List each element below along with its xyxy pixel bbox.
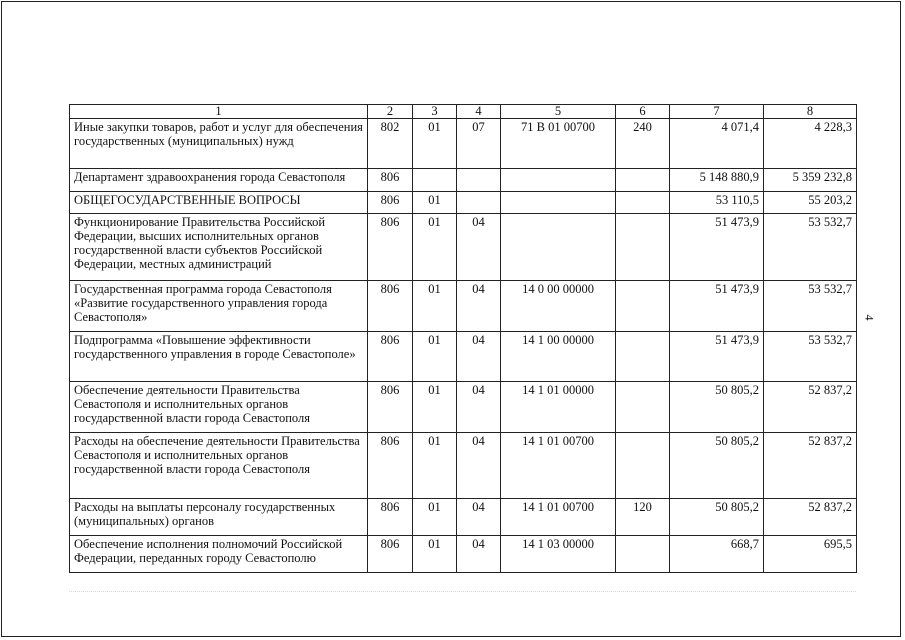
cell-subsection: 04 <box>457 332 501 382</box>
cell-amount-2: 53 532,7 <box>764 214 857 281</box>
table-row <box>70 433 857 499</box>
cell-section: 01 <box>413 433 457 499</box>
cell-expense-type <box>616 192 670 214</box>
scan-artifact-line <box>69 591 856 594</box>
table-row <box>70 192 857 214</box>
row-name: Подпрограмма «Повышение эффективности государственного управления в городе Севастополе» <box>70 332 368 382</box>
cell-expense-type <box>616 433 670 499</box>
header-cell: 1 <box>70 105 368 119</box>
cell-target-article: 14 1 01 00700 <box>501 499 616 536</box>
cell-target-article <box>501 214 616 281</box>
cell-amount-1: 51 473,9 <box>670 281 764 332</box>
row-name: Иные закупки товаров, работ и услуг для обеспечения государственных (муниципальных) нужд <box>70 119 368 169</box>
cell-amount-1: 51 473,9 <box>670 214 764 281</box>
table-row <box>70 214 857 281</box>
table-row <box>70 536 857 573</box>
cell-section: 01 <box>413 499 457 536</box>
cell-amount-1: 50 805,2 <box>670 433 764 499</box>
table-row <box>70 169 857 192</box>
cell-ministry: 802 <box>368 119 413 169</box>
cell-subsection <box>457 169 501 192</box>
cell-section: 01 <box>413 536 457 573</box>
cell-ministry: 806 <box>368 214 413 281</box>
cell-ministry: 806 <box>368 499 413 536</box>
cell-section: 01 <box>413 332 457 382</box>
cell-subsection <box>457 192 501 214</box>
cell-expense-type <box>616 281 670 332</box>
row-name: Расходы на выплаты персоналу государственных (муниципальных) органов <box>70 499 368 536</box>
cell-amount-2: 4 228,3 <box>764 119 857 169</box>
table-row <box>70 281 857 332</box>
cell-subsection: 04 <box>457 382 501 433</box>
cell-expense-type <box>616 332 670 382</box>
cell-target-article: 14 1 01 00700 <box>501 433 616 499</box>
row-name: Обеспечение деятельности Правительства Севастополя и исполнительных органов государственной власти города Севастополя <box>70 382 368 433</box>
cell-target-article: 71 В 01 00700 <box>501 119 616 169</box>
table-row <box>70 119 857 169</box>
cell-expense-type <box>616 382 670 433</box>
cell-amount-2: 52 837,2 <box>764 433 857 499</box>
cell-ministry: 806 <box>368 382 413 433</box>
table-header-row <box>70 105 857 119</box>
cell-amount-1: 51 473,9 <box>670 332 764 382</box>
cell-target-article: 14 1 03 00000 <box>501 536 616 573</box>
cell-ministry: 806 <box>368 192 413 214</box>
cell-expense-type <box>616 169 670 192</box>
cell-target-article: 14 0 00 00000 <box>501 281 616 332</box>
row-name: Департамент здравоохранения города Севастополя <box>70 169 368 192</box>
cell-subsection: 04 <box>457 433 501 499</box>
cell-amount-2: 53 532,7 <box>764 281 857 332</box>
header-cell: 4 <box>457 105 501 119</box>
table-row <box>70 382 857 433</box>
header-cell: 5 <box>501 105 616 119</box>
header-cell: 2 <box>368 105 413 119</box>
cell-section: 01 <box>413 382 457 433</box>
table-row <box>70 332 857 382</box>
cell-section: 01 <box>413 214 457 281</box>
cell-ministry: 806 <box>368 281 413 332</box>
row-name: Государственная программа города Севастополя «Развитие государственного управления города Севастополя» <box>70 281 368 332</box>
cell-target-article: 14 1 00 00000 <box>501 332 616 382</box>
cell-section: 01 <box>413 119 457 169</box>
row-name: ОБЩЕГОСУДАРСТВЕННЫЕ ВОПРОСЫ <box>70 192 368 214</box>
cell-ministry: 806 <box>368 332 413 382</box>
row-name: Обеспечение исполнения полномочий Российской Федерации, переданных городу Севастополю <box>70 536 368 573</box>
cell-amount-1: 53 110,5 <box>670 192 764 214</box>
cell-amount-1: 50 805,2 <box>670 499 764 536</box>
cell-subsection: 04 <box>457 214 501 281</box>
cell-ministry: 806 <box>368 433 413 499</box>
cell-amount-2: 5 359 232,8 <box>764 169 857 192</box>
row-name: Функционирование Правительства Российской Федерации, высших исполнительных органов государственной власти субъектов Российской Федерации, местных администраций <box>70 214 368 281</box>
cell-amount-2: 55 203,2 <box>764 192 857 214</box>
cell-ministry: 806 <box>368 536 413 573</box>
cell-amount-2: 52 837,2 <box>764 382 857 433</box>
cell-subsection: 04 <box>457 499 501 536</box>
cell-amount-1: 5 148 880,9 <box>670 169 764 192</box>
cell-amount-2: 695,5 <box>764 536 857 573</box>
cell-section: 01 <box>413 192 457 214</box>
cell-amount-2: 52 837,2 <box>764 499 857 536</box>
cell-expense-type <box>616 214 670 281</box>
cell-amount-2: 53 532,7 <box>764 332 857 382</box>
cell-section <box>413 169 457 192</box>
header-cell: 3 <box>413 105 457 119</box>
cell-target-article <box>501 192 616 214</box>
cell-section: 01 <box>413 281 457 332</box>
cell-amount-1: 4 071,4 <box>670 119 764 169</box>
cell-subsection: 07 <box>457 119 501 169</box>
header-cell: 7 <box>670 105 764 119</box>
budget-table <box>69 104 857 573</box>
header-cell: 6 <box>616 105 670 119</box>
cell-target-article: 14 1 01 00000 <box>501 382 616 433</box>
cell-subsection: 04 <box>457 536 501 573</box>
cell-expense-type: 240 <box>616 119 670 169</box>
cell-expense-type: 120 <box>616 499 670 536</box>
cell-expense-type <box>616 536 670 573</box>
cell-subsection: 04 <box>457 281 501 332</box>
cell-target-article <box>501 169 616 192</box>
table-row <box>70 499 857 536</box>
row-name: Расходы на обеспечение деятельности Правительства Севастополя и исполнительных органов государственной власти города Севастополя <box>70 433 368 499</box>
page-number: 4 <box>862 314 877 321</box>
cell-amount-1: 50 805,2 <box>670 382 764 433</box>
cell-amount-1: 668,7 <box>670 536 764 573</box>
header-cell: 8 <box>764 105 857 119</box>
cell-ministry: 806 <box>368 169 413 192</box>
